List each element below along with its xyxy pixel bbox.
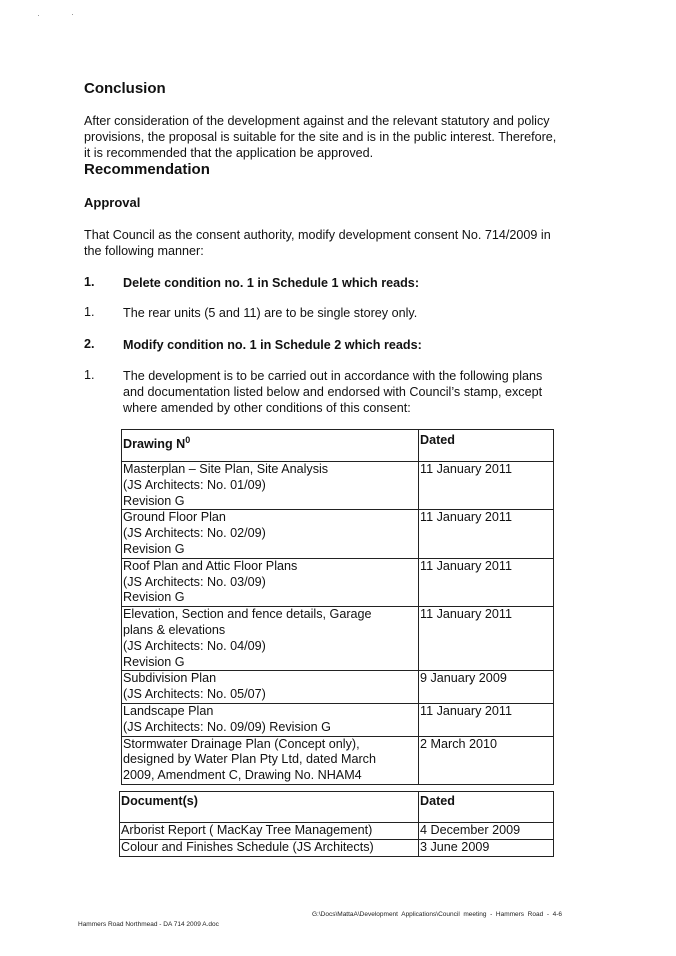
item-development-line: The development is to be carried out in accordance with the following plans [123, 369, 543, 383]
footer-file-path: G:\Docs\MattaA\Development Applications\Council meeting - Hammers Road - 4-6 [312, 911, 562, 918]
drawing-cell: Roof Plan and Attic Floor Plans (JS Architects: No. 03/09) Revision G [122, 558, 419, 606]
item-modify-condition: Modify condition no. 1 in Schedule 2 which reads: [123, 338, 422, 352]
item-delete-condition: Delete condition no. 1 in Schedule 1 which reads: [123, 276, 420, 290]
dated-cell: 2 March 2010 [419, 736, 554, 784]
dated-cell: 9 January 2009 [419, 671, 554, 704]
dated-cell: 3 June 2009 [419, 839, 554, 856]
item-number: 1. [84, 275, 95, 289]
table-row [122, 462, 554, 510]
item-number: 1. [84, 368, 95, 382]
table-row [122, 736, 554, 784]
footer-document-name: Hammers Road Northmead - DA 714 2009 A.doc [78, 921, 219, 928]
conclusion-heading: Conclusion [84, 80, 166, 97]
table-row [122, 607, 554, 671]
item-number: 2. [84, 337, 95, 351]
approval-heading: Approval [84, 195, 141, 210]
item-development-line: where amended by other conditions of this consent: [123, 401, 411, 415]
documents-table [119, 791, 554, 857]
drawing-cell: Landscape Plan (JS Architects: No. 09/09) Revision G [122, 703, 419, 736]
scan-speck [72, 14, 73, 15]
table-row [122, 671, 554, 704]
item-development-text [123, 368, 542, 416]
item-rear-units: The rear units (5 and 11) are to be single storey only. [123, 306, 418, 320]
approval-intro-line: the following manner: [84, 244, 204, 258]
recommendation-heading: Recommendation [84, 161, 210, 178]
table-row [120, 823, 554, 840]
documents-table-header-row [120, 792, 554, 823]
document-cell: Arborist Report ( MacKay Tree Management) [120, 823, 419, 840]
dated-cell: 11 January 2011 [419, 703, 554, 736]
table-row [122, 703, 554, 736]
drawing-cell: Masterplan – Site Plan, Site Analysis (JS Architects: No. 01/09) Revision G [122, 462, 419, 510]
item-number: 1. [84, 305, 95, 319]
document-cell: Colour and Finishes Schedule (JS Architects) [120, 839, 419, 856]
dated-cell: 4 December 2009 [419, 823, 554, 840]
conclusion-line: provisions, the proposal is suitable for the site and is in the public interest. Therefore, [84, 130, 557, 144]
dated-cell: 11 January 2011 [419, 607, 554, 671]
dated-header: Dated [419, 430, 554, 462]
drawing-cell: Elevation, Section and fence details, Garage plans & elevations (JS Architects: No. 04/09) Revision G [122, 607, 419, 671]
drawing-cell: Ground Floor Plan (JS Architects: No. 02/09) Revision G [122, 510, 419, 558]
table-row [122, 510, 554, 558]
table-row [122, 558, 554, 606]
scan-speck [38, 15, 39, 16]
conclusion-paragraph [84, 113, 556, 161]
drawings-table-header-row [122, 430, 554, 462]
dated-cell: 11 January 2011 [419, 510, 554, 558]
drawing-number-header: Drawing $N^0$ [122, 430, 419, 462]
dated-header: Dated [419, 792, 554, 823]
approval-intro-line: That Council as the consent authority, modify development consent No. 714/2009 in [84, 228, 551, 242]
drawing-cell: Stormwater Drainage Plan (Concept only), designed by Water Plan Pty Ltd, dated March 2009, Amendment C, Drawing No. NHAM4 [122, 736, 419, 784]
documents-header: Document(s) [120, 792, 419, 823]
table-row [120, 839, 554, 856]
approval-intro [84, 227, 551, 259]
dated-cell: 11 January 2011 [419, 558, 554, 606]
item-development-line: and documentation listed below and endorsed with Council’s stamp, except [123, 385, 543, 399]
drawings-table [121, 429, 554, 785]
conclusion-line: After consideration of the development against and the relevant statutory and policy [84, 114, 550, 128]
drawing-cell: Subdivision Plan (JS Architects: No. 05/07) [122, 671, 419, 704]
conclusion-line: it is recommended that the application be approved. [84, 146, 374, 160]
dated-cell: 11 January 2011 [419, 462, 554, 510]
